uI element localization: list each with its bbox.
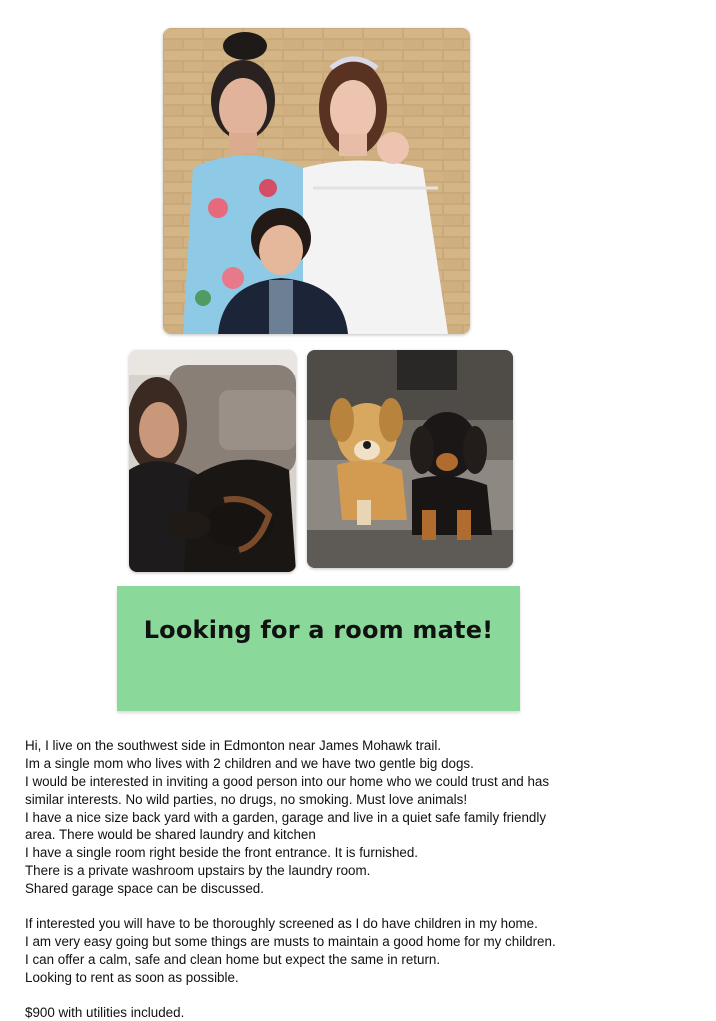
banner-title: Looking for a room mate! (143, 616, 494, 644)
two-dogs-photo (307, 350, 513, 568)
requirements-line: Looking to rent as soon as possible. (25, 969, 239, 985)
ad-description (25, 737, 695, 1021)
requirements-line: If interested you will have to be thoroughly screened as I do have children in my home. (25, 916, 538, 932)
description-line: Im a single mom who lives with 2 children and we have two gentle big dogs. (25, 755, 474, 771)
requirements-line: I can offer a calm, safe and clean home but expect the same in return. (25, 951, 441, 967)
description-line: There is a private washroom upstairs by the laundry room. (25, 863, 371, 879)
description-line: I have a single room right beside the front entrance. It is furnished. (25, 845, 419, 861)
description-line: similar interests. No wild parties, no drugs, no smoking. Must love animals! (25, 791, 468, 807)
description-line: I have a nice size back yard with a garden, garage and live in a quiet safe family friendly (25, 809, 547, 825)
family-photo (163, 28, 470, 334)
headline-banner (117, 586, 520, 711)
description-line: Hi, I live on the southwest side in Edmonton near James Mohawk trail. (25, 738, 442, 753)
description-line: area. There would be shared laundry and kitchen (25, 827, 316, 843)
description-line: I would be interested in inviting a good person into our home who we could trust and has (25, 773, 550, 789)
woman-with-dog-photo (129, 350, 296, 572)
description-line: Shared garage space can be discussed. (25, 881, 264, 897)
requirements-line: I am very easy going but some things are musts to maintain a good home for my children. (25, 933, 556, 949)
price-line: $900 with utilities included. (25, 1004, 185, 1020)
